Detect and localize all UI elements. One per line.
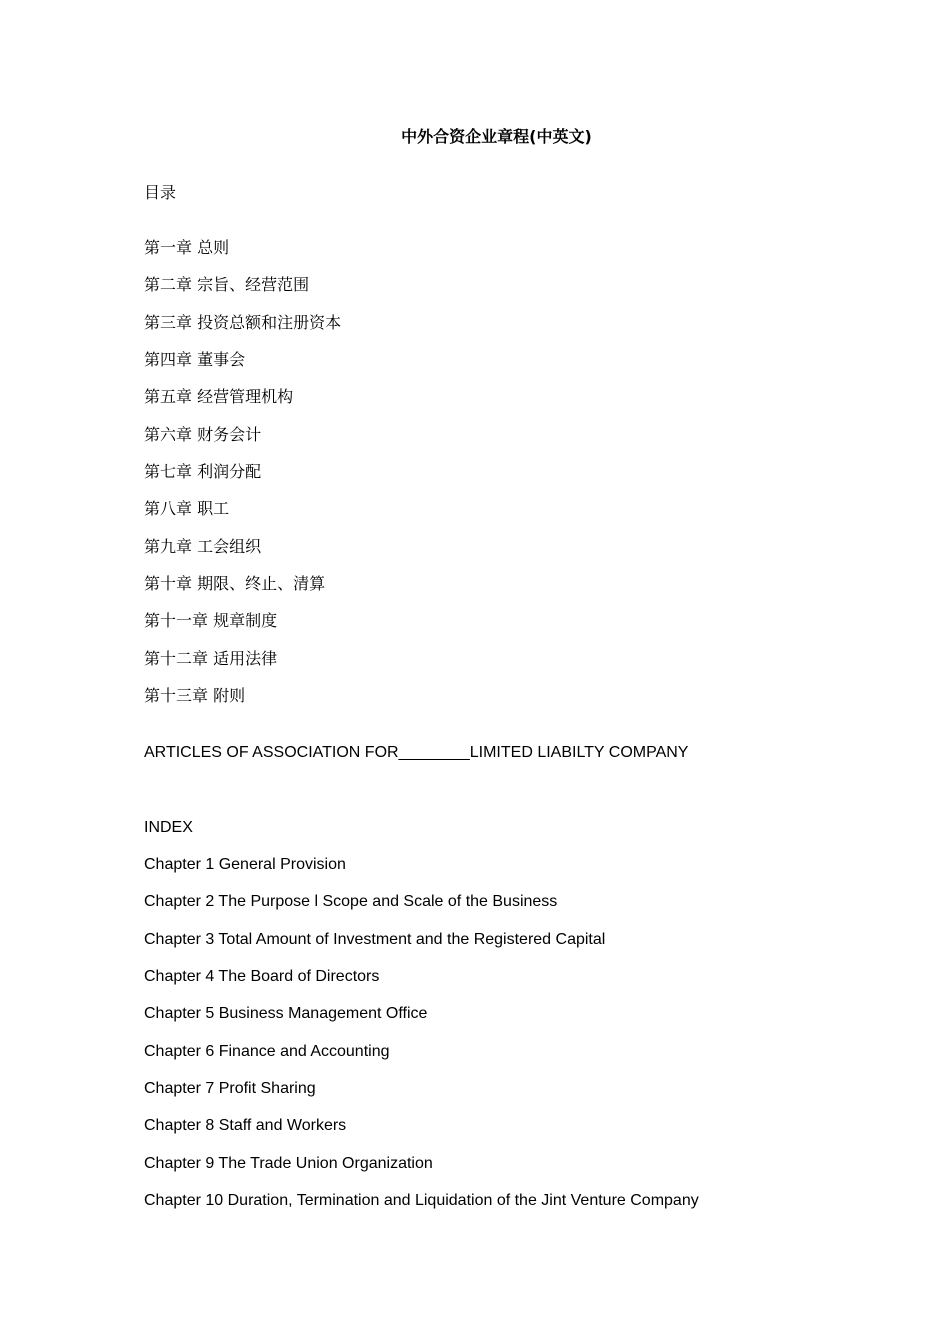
- en-chapter-item: Chapter 7 Profit Sharing: [144, 1080, 316, 1097]
- en-chapter-item: Chapter 2 The Purpose l Scope and Scale of the Business: [144, 893, 558, 910]
- cn-chapter-item: 第六章 财务会计: [144, 425, 262, 444]
- en-chapter-item: Chapter 5 Business Management Office: [144, 1005, 428, 1022]
- cn-chapter-item: 第二章 宗旨、经营范围: [144, 275, 310, 294]
- cn-chapter-item: 第三章 投资总额和注册资本: [144, 313, 342, 332]
- document-title: 中外合资企业章程(中英文): [401, 127, 592, 146]
- cn-chapter-item: 第一章 总则: [144, 238, 230, 257]
- en-chapter-item: Chapter 3 Total Amount of Investment and the Registered Capital: [144, 931, 606, 948]
- cn-chapter-item: 第七章 利润分配: [144, 462, 262, 481]
- cn-chapter-item: 第十一章 规章制度: [144, 611, 278, 630]
- cn-chapter-item: 第十章 期限、终止、清算: [144, 574, 326, 593]
- cn-index-heading: 目录: [144, 183, 177, 202]
- en-chapter-item: Chapter 8 Staff and Workers: [144, 1117, 347, 1134]
- cn-chapter-item: 第十三章 附则: [144, 686, 246, 705]
- en-chapter-item: Chapter 4 The Board of Directors: [144, 968, 380, 985]
- en-chapter-item: Chapter 9 The Trade Union Organization: [144, 1155, 433, 1172]
- en-chapter-item: Chapter 10 Duration, Termination and Liquidation of the Jint Venture Company: [144, 1192, 699, 1209]
- cn-chapter-item: 第五章 经营管理机构: [144, 387, 294, 406]
- cn-chapter-item: 第四章 董事会: [144, 350, 246, 369]
- en-index-heading: INDEX: [144, 819, 193, 836]
- cn-chapter-item: 第八章 职工: [144, 499, 230, 518]
- en-chapter-item: Chapter 6 Finance and Accounting: [144, 1043, 390, 1060]
- en-chapter-item: Chapter 1 General Provision: [144, 856, 346, 873]
- cn-chapter-item: 第九章 工会组织: [144, 537, 262, 556]
- en-articles-title: ARTICLES OF ASSOCIATION FOR________LIMITED LIABILTY COMPANY: [144, 744, 689, 761]
- cn-chapter-item: 第十二章 适用法律: [144, 649, 278, 668]
